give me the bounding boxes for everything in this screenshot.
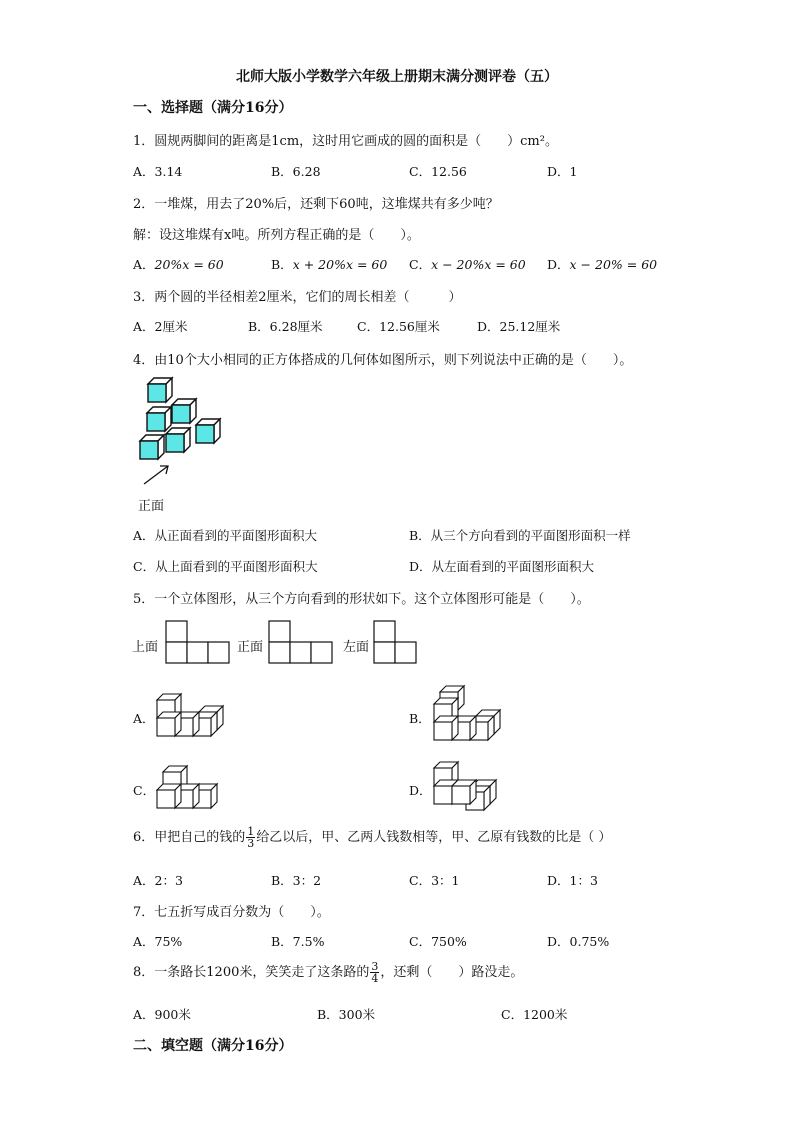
question-3-stem: 3．两个圆的半径相差2厘米，它们的周长相差（ ） (133, 290, 462, 305)
question-5-stem: 5．一个立体图形，从三个方向看到的形状如下。这个立体图形可能是（ ）。 (133, 592, 590, 607)
q2-option-a-letter: A． (133, 257, 155, 272)
question-2-setup: 解：设这堆煤有x吨。所列方程正确的是（ ）。 (133, 228, 420, 243)
question-2-stem: 2．一堆煤，用去了20%后，还剩下60吨，这堆煤共有多少吨？ (133, 197, 499, 212)
cube (148, 378, 172, 402)
q2-option-c-letter: C． (409, 257, 432, 272)
q8-fraction-numerator: 3 (371, 960, 379, 973)
q3-option-b[interactable]: B．6.28厘米 (248, 319, 323, 334)
q5-option-c[interactable]: C． (133, 783, 156, 798)
q8-option-b[interactable]: B．300米 (317, 1007, 376, 1022)
question-6-stem (133, 826, 611, 849)
q5-option-b[interactable]: B． (409, 711, 431, 726)
cube (166, 428, 190, 452)
q5-option-a-figure (155, 690, 230, 740)
q2-option-c-equation: x − 20%x = 60 (431, 257, 526, 272)
view-label-left: 左面 (343, 640, 370, 655)
q4-option-a[interactable]: A．从正面看到的平面图形面积大 (133, 528, 318, 543)
question-8-stem (133, 961, 523, 984)
q1-option-c[interactable]: C．12.56 (409, 164, 467, 179)
q1-option-b[interactable]: B．6.28 (271, 164, 321, 179)
q2-option-a[interactable] (133, 255, 224, 273)
front-view-diagram (269, 620, 333, 664)
q2-option-d[interactable] (547, 255, 657, 273)
q6-option-c[interactable]: C．3：1 (409, 873, 460, 888)
q3-option-c[interactable]: C．12.56厘米 (357, 319, 440, 334)
q4-cube-stack-figure (130, 372, 240, 492)
cube (140, 435, 164, 459)
q3-option-d[interactable]: D．25.12厘米 (477, 319, 561, 334)
q7-option-b[interactable]: B．7.5% (271, 934, 325, 949)
q7-option-d[interactable]: D．0.75% (547, 934, 610, 949)
top-view-diagram (166, 620, 230, 664)
q6-option-d[interactable]: D．1：3 (547, 873, 598, 888)
question-7-stem: 7．七五折写成百分数为（ ）。 (133, 905, 330, 920)
q6-fraction (246, 826, 255, 849)
q4-option-b[interactable]: B．从三个方向看到的平面图形面积一样 (409, 528, 631, 543)
section-heading-choice: 一、选择题（满分16分） (133, 100, 293, 116)
q6-fraction-numerator: 1 (247, 825, 255, 838)
q5-option-c-figure (155, 764, 220, 814)
q4-option-c[interactable]: C．从上面看到的平面图形面积大 (133, 559, 318, 574)
q8-fraction (370, 961, 379, 984)
left-view-diagram (374, 620, 418, 664)
front-arrow-icon (144, 466, 168, 484)
q1-option-a[interactable]: A．3.14 (133, 164, 183, 179)
q5-option-d-figure (432, 760, 502, 812)
q6-fraction-denominator: 3 (247, 837, 255, 850)
q7-option-a[interactable]: A．75% (133, 934, 183, 949)
q4-front-label: 正面 (138, 499, 165, 514)
q5-option-a[interactable]: A． (133, 711, 155, 726)
page-title: 北师大版小学数学六年级上册期末满分测评卷（五） (236, 69, 558, 85)
q2-option-d-letter: D． (547, 257, 570, 272)
q8-stem-start: 8．一条路长1200米，笑笑走了这条路的 (133, 965, 370, 980)
q1-option-d[interactable]: D．1 (547, 164, 578, 179)
cube (147, 407, 171, 431)
q2-option-d-equation: x − 20% = 60 (569, 257, 658, 272)
q4-option-d[interactable]: D．从左面看到的平面图形面积大 (409, 559, 595, 574)
q8-stem-end: ，还剩（ ）路没走。 (380, 965, 524, 980)
view-label-top: 上面 (132, 640, 159, 655)
q8-option-a[interactable]: A．900米 (133, 1007, 191, 1022)
cube (196, 419, 220, 443)
q2-option-b-letter: B． (271, 257, 293, 272)
q8-fraction-denominator: 4 (371, 972, 379, 985)
question-4-stem: 4．由10个大小相同的正方体搭成的几何体如图所示，则下列说法中正确的是（ ）。 (133, 353, 633, 368)
q2-option-c[interactable] (409, 255, 526, 273)
q6-option-a[interactable]: A．2：3 (133, 873, 183, 888)
q6-stem-start: 6．甲把自己的钱的 (133, 830, 246, 845)
cube (172, 399, 196, 423)
view-label-front: 正面 (237, 640, 264, 655)
question-1-stem: 1．圆规两脚间的距离是1cm，这时用它画成的圆的面积是（ ）cm²。 (133, 134, 558, 149)
q5-option-d[interactable]: D． (409, 783, 432, 798)
q2-option-b[interactable] (271, 255, 387, 273)
section-heading-fill-in: 二、填空题（满分16分） (133, 1038, 293, 1054)
q2-option-b-equation: x + 20%x = 60 (292, 257, 388, 272)
q6-option-b[interactable]: B．3：2 (271, 873, 322, 888)
q5-option-b-figure (432, 686, 507, 746)
q2-option-a-equation: 20%x = 60 (154, 257, 224, 272)
q3-option-a[interactable]: A．2厘米 (133, 319, 188, 334)
q7-option-c[interactable]: C．750% (409, 934, 467, 949)
q6-stem-end: 给乙以后，甲、乙两人钱数相等，甲、乙原有钱数的比是（ ） (256, 830, 612, 845)
q8-option-c[interactable]: C．1200米 (501, 1007, 568, 1022)
